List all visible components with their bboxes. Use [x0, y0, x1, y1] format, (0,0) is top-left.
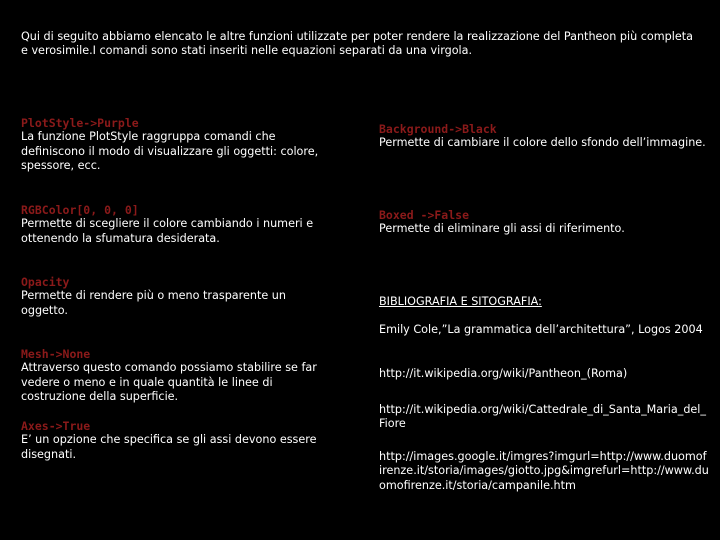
command-description: E’ un opzione che specifica se gli assi devono essere disegnati.	[21, 433, 317, 461]
command-label: PlotStyle->Purple	[21, 116, 139, 130]
command-label: Opacity	[21, 275, 70, 289]
intro-text: Qui di seguito abbiamo elencato le altre funzioni utilizzate per poter rendere la realizzazione del Pantheon più completa e verosimile.I comandi sono stati inseriti nelle equazioni separati da una virgola.	[21, 30, 693, 58]
command-description: La funzione PlotStyle raggruppa comandi che definiscono il modo di visualizzare gli oggetti: colore, spessore, ecc.	[21, 130, 319, 173]
item-axes	[21, 419, 321, 462]
item-opacity	[21, 275, 321, 318]
command-description: Permette di cambiare il colore dello sfondo dell’immagine.	[379, 136, 706, 150]
item-background	[379, 122, 709, 151]
reference-link-pantheon[interactable]: http://it.wikipedia.org/wiki/Pantheon_(Roma)	[379, 367, 628, 380]
item-mesh	[21, 347, 321, 405]
command-description: Attraverso questo comando possiamo stabilire se far vedere o meno e in quale quantità le linee di costruzione della superficie.	[21, 361, 317, 404]
command-label: Axes->True	[21, 419, 91, 433]
command-label: Boxed ->False	[379, 208, 470, 222]
reference-link-campanile[interactable]: http://images.google.it/imgres?imgurl=http://www.duomofirenze.it/storia/images/giotto.jpg&imgrefurl=http://www.duomofirenze.it/storia/campanile.htm	[379, 450, 709, 492]
command-description: Permette di eliminare gli assi di riferimento.	[379, 222, 625, 236]
item-rgbcolor	[21, 203, 321, 246]
reference-book: Emily Cole,”La grammatica dell’architettura”, Logos 2004	[379, 323, 703, 336]
bibliography-heading: BIBLIOGRAFIA E SITOGRAFIA:	[379, 295, 542, 308]
command-label: Background->Black	[379, 122, 497, 136]
command-label: Mesh->None	[21, 347, 91, 361]
reference-link-cattedrale[interactable]: http://it.wikipedia.org/wiki/Cattedrale_di_Santa_Maria_del_Fiore	[379, 403, 707, 431]
command-description: Permette di scegliere il colore cambiando i numeri e ottenendo la sfumatura desiderata.	[21, 217, 314, 245]
command-label: RGBColor[0, 0, 0]	[21, 203, 139, 217]
item-boxed	[379, 208, 709, 237]
command-description: Permette di rendere più o meno trasparente un oggetto.	[21, 289, 286, 317]
item-plotstyle	[21, 116, 321, 174]
